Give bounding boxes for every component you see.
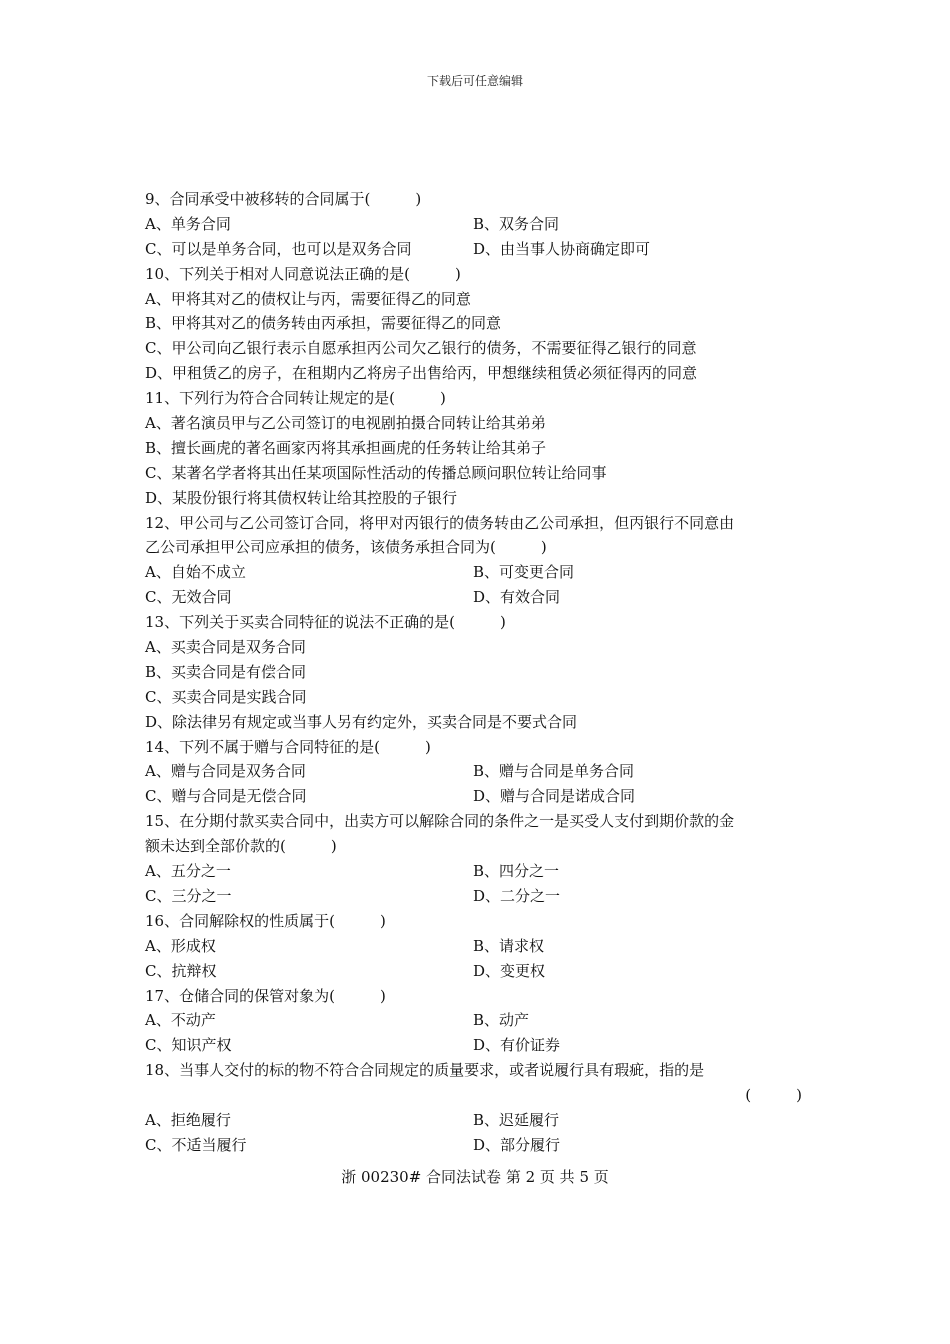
option-c: C、甲公司向乙银行表示自愿承担丙公司欠乙银行的债务，不需要征得乙银行的同意 — [145, 339, 697, 358]
question-9-options-row-1 — [145, 212, 810, 237]
option-c: C、买卖合同是实践合同 — [145, 687, 307, 706]
option-b: B、迟延履行 — [473, 1110, 560, 1129]
option-a: A、著名演员甲与乙公司签订的电视剧拍摄合同转让给其弟弟 — [145, 414, 546, 433]
question-12-options-row-2 — [145, 585, 810, 610]
option-d: D、变更权 — [473, 961, 546, 980]
option-a: A、拒绝履行 — [145, 1110, 231, 1129]
option-d: D、除法律另有规定或当事人另有约定外，买卖合同是不要式合同 — [145, 712, 578, 731]
option-a: A、五分之一 — [145, 862, 231, 881]
question-15-stem-line-1: 15、在分期付款买卖合同中，出卖方可以解除合同的条件之一是买受人支付到期价款的金 — [145, 812, 735, 831]
option-d: D、有效合同 — [473, 588, 561, 607]
option-a: A、买卖合同是双务合同 — [145, 638, 306, 657]
option-b: B、买卖合同是有偿合同 — [145, 662, 307, 681]
option-b: B、赠与合同是单务合同 — [473, 762, 635, 781]
page-footer: 浙 00230# 合同法试卷 第 2 页 共 5 页 — [341, 1168, 609, 1186]
option-a: A、自始不成立 — [145, 563, 246, 582]
option-c: C、无效合同 — [145, 588, 232, 607]
question-12-stem-line-2: 乙公司承担甲公司应承担的债务，该债务承担合同为( ) — [145, 538, 547, 557]
option-c: C、抗辩权 — [145, 961, 217, 980]
option-b: B、可变更合同 — [473, 563, 575, 582]
question-17-stem: 17、仓储合同的保管对象为( ) — [145, 986, 386, 1005]
option-b: B、请求权 — [473, 936, 545, 955]
question-15-options-row-1 — [145, 859, 810, 884]
question-17-options-row-2 — [145, 1033, 810, 1058]
question-16-stem: 16、合同解除权的性质属于( ) — [145, 911, 386, 930]
question-17-options-row-1 — [145, 1008, 810, 1033]
option-d: D、二分之一 — [473, 886, 561, 905]
option-a: A、甲将其对乙的债权让与丙，需要征得乙的同意 — [145, 289, 471, 308]
question-14-options-row-1 — [145, 759, 810, 784]
exam-content — [145, 187, 810, 1158]
question-16-options-row-2 — [145, 959, 810, 984]
question-14-options-row-2 — [145, 784, 810, 809]
option-b: B、双务合同 — [473, 214, 560, 233]
question-9-options-row-2 — [145, 237, 810, 262]
question-11-stem: 11、下列行为符合合同转让规定的是( ) — [145, 389, 446, 408]
option-a: A、形成权 — [145, 936, 216, 955]
option-b: B、擅长画虎的著名画家丙将其承担画虎的任务转让给其弟子 — [145, 438, 547, 457]
question-15-options-row-2 — [145, 884, 810, 909]
option-c: C、三分之一 — [145, 886, 232, 905]
option-c: C、知识产权 — [145, 1036, 232, 1055]
answer-paren: ( ) — [745, 1086, 802, 1105]
question-16-options-row-1 — [145, 934, 810, 959]
option-a: A、赠与合同是双务合同 — [145, 762, 306, 781]
option-a: A、不动产 — [145, 1011, 216, 1030]
question-18-stem: 18、当事人交付的标的物不符合合同规定的质量要求，或者说履行具有瑕疵，指的是 — [145, 1061, 705, 1080]
option-d: D、某股份银行将其债权转让给其控股的子银行 — [145, 488, 458, 507]
question-18-options-row-2 — [145, 1133, 810, 1158]
option-b: B、甲将其对乙的债务转由丙承担，需要征得乙的同意 — [145, 314, 502, 333]
option-c: C、不适当履行 — [145, 1135, 247, 1154]
question-10-stem: 10、下列关于相对人同意说法正确的是( ) — [145, 264, 461, 283]
option-d: D、由当事人协商确定即可 — [473, 239, 651, 258]
option-b: B、动产 — [473, 1011, 530, 1030]
option-d: D、部分履行 — [473, 1135, 561, 1154]
option-a: A、单务合同 — [145, 214, 231, 233]
question-13-stem: 13、下列关于买卖合同特征的说法不正确的是( ) — [145, 613, 506, 632]
question-18-options-row-1 — [145, 1108, 810, 1133]
question-15-stem-line-2: 额未达到全部价款的( ) — [145, 837, 337, 856]
option-b: B、四分之一 — [473, 862, 560, 881]
option-d: D、有价证券 — [473, 1036, 561, 1055]
option-d: D、赠与合同是诺成合同 — [473, 787, 636, 806]
question-12-options-row-1 — [145, 560, 810, 585]
option-c: C、可以是单务合同，也可以是双务合同 — [145, 239, 412, 258]
page-header: 下载后可任意编辑 — [426, 74, 523, 88]
option-d: D、甲租赁乙的房子，在租期内乙将房子出售给丙，甲想继续租赁必须征得丙的同意 — [145, 364, 698, 383]
option-c: C、某著名学者将其出任某项国际性活动的传播总顾问职位转让给同事 — [145, 463, 607, 482]
question-9-stem: 9、合同承受中被移转的合同属于( ) — [145, 190, 422, 208]
question-12-stem-line-1: 12、甲公司与乙公司签订合同，将甲对丙银行的债务转由乙公司承担，但丙银行不同意由 — [145, 513, 735, 532]
question-14-stem: 14、下列不属于赠与合同特征的是( ) — [145, 737, 431, 756]
option-c: C、赠与合同是无偿合同 — [145, 787, 307, 806]
